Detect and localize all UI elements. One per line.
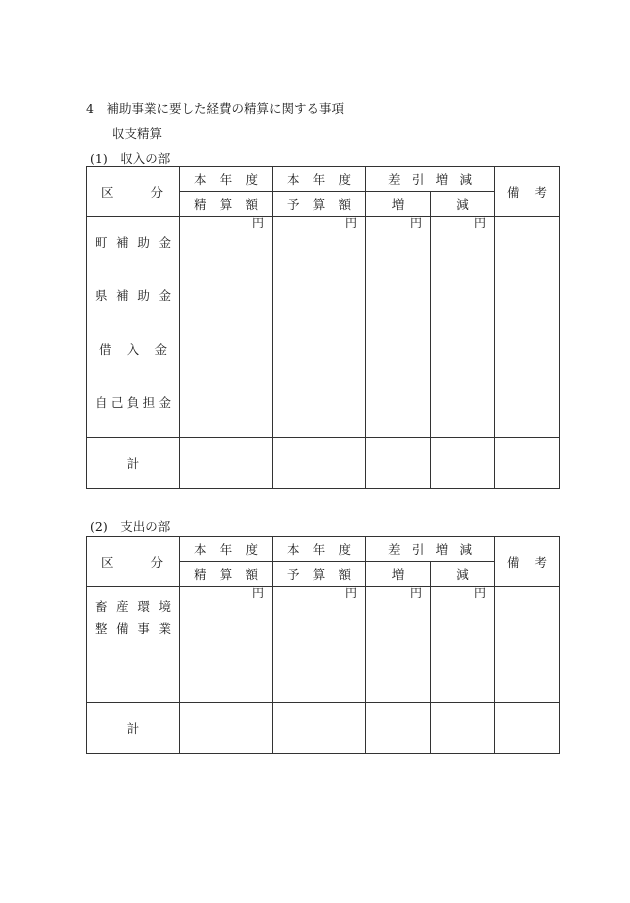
expense-table bbox=[86, 536, 560, 754]
glyph: 度 bbox=[245, 172, 258, 187]
section-title: 4 補助事業に要した経費の精算に関する事項 bbox=[86, 101, 344, 116]
glyph: 年 bbox=[219, 172, 233, 187]
glyph: 考 bbox=[534, 184, 547, 200]
expense-items-cell bbox=[87, 587, 180, 703]
glyph: 環 bbox=[137, 599, 150, 614]
income-item bbox=[95, 340, 171, 358]
income-total-budget bbox=[273, 438, 366, 489]
income-decrease-cell: 円 bbox=[431, 217, 495, 438]
income-total-label: 計 bbox=[87, 438, 180, 489]
expense-total-decrease bbox=[431, 703, 495, 754]
glyph: 算 bbox=[312, 197, 326, 212]
glyph: 自 bbox=[95, 395, 108, 410]
glyph: 額 bbox=[338, 197, 351, 212]
income-increase-cell: 円 bbox=[366, 217, 431, 438]
income-items-cell bbox=[87, 217, 180, 438]
glyph: 分 bbox=[150, 554, 163, 570]
income-item bbox=[95, 233, 171, 251]
header-current-2 bbox=[180, 192, 273, 217]
header-kubun bbox=[87, 167, 180, 217]
glyph: 入 bbox=[126, 342, 140, 357]
header-kubun bbox=[87, 537, 180, 587]
header-current-2 bbox=[180, 562, 273, 587]
glyph: 金 bbox=[158, 395, 171, 410]
expense-settle-cell: 円 bbox=[180, 587, 273, 703]
header-budget-1 bbox=[273, 167, 366, 192]
header-remarks bbox=[495, 537, 560, 587]
income-total-increase bbox=[366, 438, 431, 489]
glyph: 算 bbox=[219, 567, 233, 582]
glyph: 己 bbox=[110, 395, 124, 410]
glyph: 備 bbox=[116, 621, 129, 636]
glyph: 担 bbox=[142, 395, 156, 410]
expense-increase-cell: 円 bbox=[366, 587, 431, 703]
glyph: 度 bbox=[245, 542, 258, 557]
income-total-decrease bbox=[431, 438, 495, 489]
header-decrease: 減 bbox=[431, 562, 495, 587]
income-total-settle bbox=[180, 438, 273, 489]
glyph: 県 bbox=[95, 288, 108, 303]
header-decrease: 減 bbox=[431, 192, 495, 217]
glyph: 助 bbox=[137, 288, 150, 303]
expense-total-label: 計 bbox=[87, 703, 180, 754]
glyph: 増 bbox=[435, 172, 449, 187]
income-title: (1) 収入の部 bbox=[90, 151, 171, 166]
glyph: 本 bbox=[194, 542, 207, 557]
glyph: 算 bbox=[312, 567, 326, 582]
header-current-1 bbox=[180, 167, 273, 192]
header-remarks bbox=[495, 167, 560, 217]
glyph: 減 bbox=[459, 172, 472, 187]
income-settle-cell: 円 bbox=[180, 217, 273, 438]
glyph: 精 bbox=[194, 567, 207, 582]
expense-budget-cell: 円 bbox=[273, 587, 366, 703]
glyph: 度 bbox=[338, 542, 351, 557]
income-budget-cell: 円 bbox=[273, 217, 366, 438]
glyph: 差 bbox=[388, 172, 401, 187]
glyph: 引 bbox=[411, 542, 425, 557]
income-item bbox=[95, 286, 171, 304]
glyph: 業 bbox=[158, 621, 171, 636]
section-subtitle: 収支精算 bbox=[112, 126, 163, 141]
glyph: 差 bbox=[388, 542, 401, 557]
glyph: 産 bbox=[116, 599, 129, 614]
expense-total-budget bbox=[273, 703, 366, 754]
glyph: 本 bbox=[287, 172, 300, 187]
glyph: 額 bbox=[245, 567, 258, 582]
income-item bbox=[95, 393, 171, 411]
glyph: 予 bbox=[287, 567, 300, 582]
expense-title: (2) 支出の部 bbox=[90, 519, 171, 534]
expense-total-increase bbox=[366, 703, 431, 754]
header-budget-1 bbox=[273, 537, 366, 562]
glyph: 備 bbox=[507, 184, 520, 200]
glyph: 整 bbox=[95, 621, 108, 636]
header-diff bbox=[366, 167, 495, 192]
glyph: 算 bbox=[219, 197, 233, 212]
header-current-1 bbox=[180, 537, 273, 562]
glyph: 借 bbox=[99, 342, 112, 357]
glyph: 増 bbox=[435, 542, 449, 557]
glyph: 事 bbox=[137, 621, 150, 636]
glyph: 年 bbox=[312, 172, 326, 187]
header-increase: 増 bbox=[366, 192, 431, 217]
glyph: 区 bbox=[101, 554, 114, 570]
glyph: 本 bbox=[194, 172, 207, 187]
glyph: 金 bbox=[158, 235, 171, 250]
glyph: 畜 bbox=[95, 599, 108, 614]
expense-total-settle bbox=[180, 703, 273, 754]
glyph: 補 bbox=[116, 288, 129, 303]
glyph: 年 bbox=[312, 542, 326, 557]
glyph: 度 bbox=[338, 172, 351, 187]
glyph: 分 bbox=[150, 184, 163, 200]
glyph: 精 bbox=[194, 197, 207, 212]
glyph: 額 bbox=[245, 197, 258, 212]
glyph: 引 bbox=[411, 172, 425, 187]
glyph: 予 bbox=[287, 197, 300, 212]
glyph: 年 bbox=[219, 542, 233, 557]
expense-remarks-cell bbox=[495, 587, 560, 703]
glyph: 負 bbox=[126, 395, 140, 410]
glyph: 補 bbox=[116, 235, 129, 250]
glyph: 助 bbox=[137, 235, 150, 250]
glyph: 町 bbox=[95, 235, 108, 250]
header-budget-2 bbox=[273, 192, 366, 217]
expense-decrease-cell: 円 bbox=[431, 587, 495, 703]
income-remarks-cell bbox=[495, 217, 560, 438]
glyph: 考 bbox=[534, 554, 547, 570]
income-table bbox=[86, 166, 560, 489]
income-total-remarks bbox=[495, 438, 560, 489]
glyph: 金 bbox=[154, 342, 167, 357]
glyph: 本 bbox=[287, 542, 300, 557]
glyph: 額 bbox=[338, 567, 351, 582]
header-budget-2 bbox=[273, 562, 366, 587]
expense-total-remarks bbox=[495, 703, 560, 754]
glyph: 金 bbox=[158, 288, 171, 303]
expense-item bbox=[95, 595, 171, 639]
glyph: 境 bbox=[158, 599, 171, 614]
glyph: 区 bbox=[101, 184, 114, 200]
glyph: 備 bbox=[507, 554, 520, 570]
glyph: 減 bbox=[459, 542, 472, 557]
header-increase: 増 bbox=[366, 562, 431, 587]
header-diff bbox=[366, 537, 495, 562]
